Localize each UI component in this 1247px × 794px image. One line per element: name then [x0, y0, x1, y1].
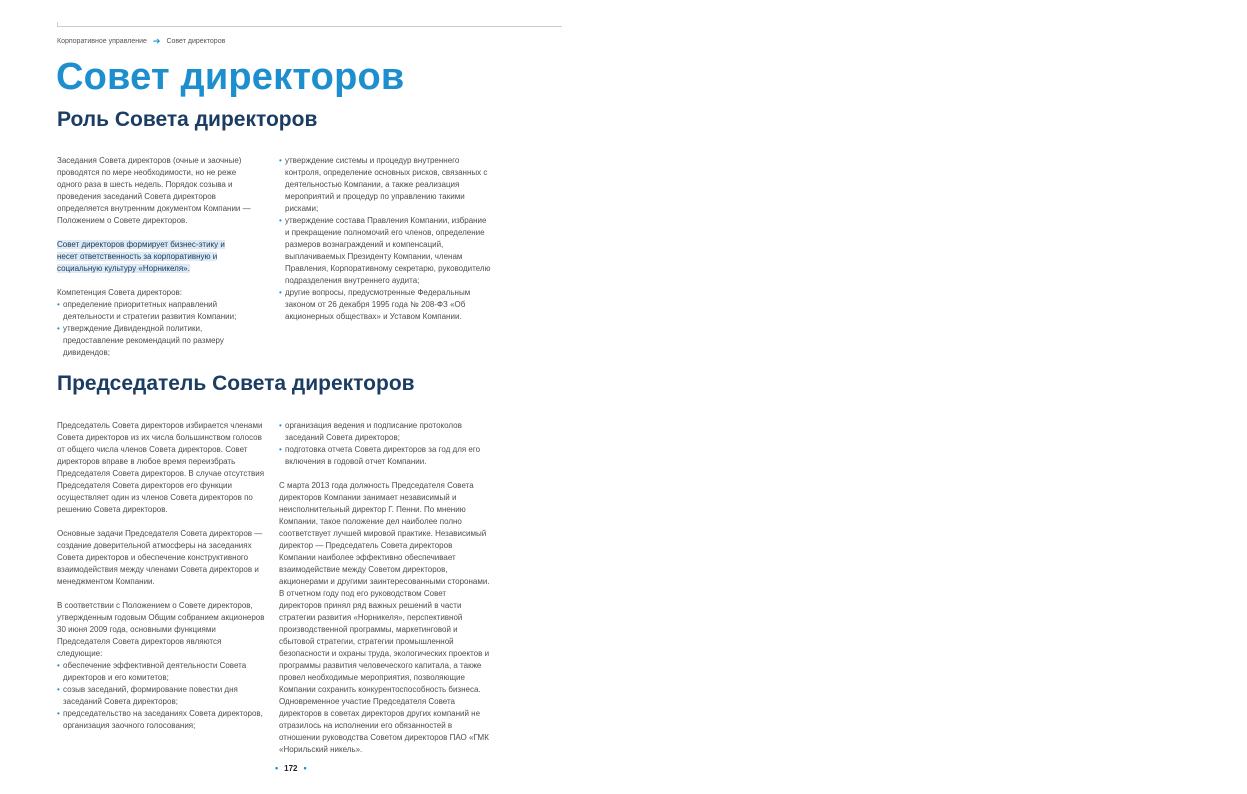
paragraph: В соответствии с Положением о Совете директоров, утвержденным годовым Общим собранием акционеров 30 июня 2009 года, основными функциями Председателя Совета директоров являются следующие: [57, 601, 265, 658]
chairman-functions-list-continued [279, 420, 491, 468]
highlight-quote [57, 239, 242, 275]
page-title: Совет директоров [56, 56, 405, 98]
paragraph: Председатель Совета директоров избирается членами Совета директоров из их числа большинством голосов от общего числа членов Совета директоров. Совет директоров вправе в любое время переизбрать Председателя Совета директоров. В случае отсутствия Председателя Совета директоров его функции осуществляет один из членов Совета директоров по решению Совета директоров. [57, 421, 265, 514]
list-item: • утверждение состава Правления Компании, избрание и прекращение полномочий его членов, определение размеров вознаграждений и компенсаций, выплачиваемых Президенту Компании, членам Правления, Корпоративному секретарю, руководителю подразделения внутреннего аудита; [279, 215, 491, 287]
list-item: • обеспечение эффективной деятельности Совета директоров и его комитетов; [57, 660, 265, 684]
section2-left-column [57, 420, 265, 732]
list-item: • созыв заседаний, формирование повестки дня заседаний Совета директоров; [57, 684, 265, 708]
section1-left-column [57, 155, 263, 359]
page-number-value: 172 [284, 763, 298, 773]
breadcrumb-current: Совет директоров [166, 38, 226, 45]
list-item: • определение приоритетных направлений деятельности и стратегии развития Компании; [57, 299, 263, 323]
list-item: • другие вопросы, предусмотренные Федеральным законом от 26 декабря 1995 года № 208-ФЗ «Об акционерных обществах» и Уставом Компании. [279, 287, 491, 323]
arrow-right-icon: ➔ [152, 36, 161, 46]
list-item: • утверждение Дивидендной политики, предоставление рекомендаций по размеру дивидендов; [57, 323, 263, 359]
list-item: • организация ведения и подписание протоколов заседаний Совета директоров; [279, 420, 491, 444]
breadcrumb [57, 38, 225, 45]
section-heading-chairman: Председатель Совета директоров [57, 372, 415, 395]
paragraph: Заседания Совета директоров (очные и заочные) проводятся по мере необходимости, но не реже одного раза в шесть недель. Порядок созыва и проведения заседаний Совета директоров определяется внутренним документом Компании — Положением о Совете директоров. [57, 156, 251, 225]
breadcrumb-parent[interactable]: Корпоративное управление [57, 38, 147, 45]
header-rule [57, 26, 562, 27]
competence-list [57, 299, 263, 359]
quote-text: Совет директоров формирует бизнес-этику и несет ответственность за корпоративную и социальную культуру «Норникеля». [57, 240, 225, 273]
paragraph: С марта 2013 года должность Председателя Совета директоров Компании занимает независимый и неисполнительный директор Г. Пенни. По мнению Компании, такое положение дел наиболее полно соответствует лучшей мировой практике. Независимый директор — Председатель Совета директоров Компании наиболее эффективно обеспечивает взаимодействие между Советом директоров, акционерами и другими заинтересованными сторонами. В отчетном году под его руководством Совет директоров принял ряд важных решений в части стратегии развития «Норникеля», перспективной производственной программы, маркетинговой и сбытовой стратегии, стратегии промышленной безопасности и охраны труда, экологических проектов и программы развития человеческого капитала, а также провел необходимые мероприятия, позволяющие Компании сохранить конкурентоспособность бизнеса. Одновременное участие Председателя Совета директоров в советах директоров других компаний не отразилось на исполнении его обязанностей в отношении руководства Советом директоров ПАО «ГМК «Норильский никель». [279, 481, 490, 754]
section1-right-column [279, 155, 491, 323]
dot-icon: • [275, 763, 279, 773]
paragraph: Основные задачи Председателя Совета директоров — создание доверительной атмосферы на заседаниях Совета директоров и обеспечение конструктивного взаимодействия между членами Совета директоров и менеджментом Компании. [57, 529, 263, 586]
section2-right-column [279, 420, 491, 756]
list-item: • подготовка отчета Совета директоров за год для его включения в годовой отчет Компании. [279, 444, 491, 468]
section-heading-role: Роль Совета директоров [57, 108, 318, 131]
dot-icon: • [303, 763, 307, 773]
competence-intro: Компетенция Совета директоров: [57, 288, 183, 297]
list-item: • председательство на заседаниях Совета директоров, организация заочного голосования; [57, 708, 265, 732]
competence-list-continued [279, 155, 491, 323]
list-item: • утверждение системы и процедур внутреннего контроля, определение основных рисков, связанных с деятельностью Компании, а также реализация мероприятий и процедур по управлению такими рисками; [279, 155, 491, 215]
chairman-functions-list [57, 660, 265, 732]
page-number [275, 763, 307, 773]
